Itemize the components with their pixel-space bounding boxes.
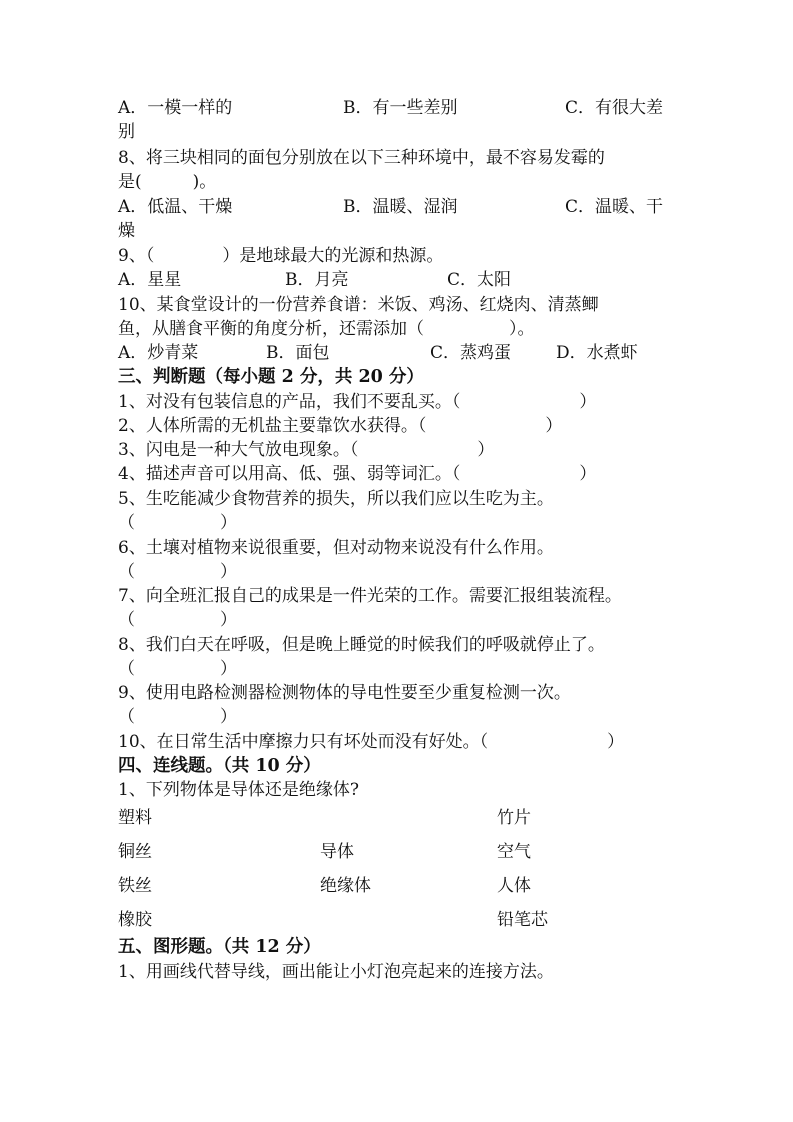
- match-left-item: 塑料: [118, 808, 152, 828]
- tf-item-9: 9、使用电路检测器检测物体的导电性要至少重复检测一次。: [118, 683, 571, 703]
- section5-title: 五、图形题。（共 12 分）: [118, 937, 321, 957]
- q10-option-a: A．炒青菜: [118, 343, 199, 363]
- q8-option-a: A．低温、干燥: [118, 197, 233, 217]
- tf-item-9-answer: （ ）: [118, 707, 237, 727]
- tf-item-5-answer: （ ）: [118, 513, 237, 533]
- q10-option-c: C．蒸鸡蛋: [430, 343, 512, 363]
- q7-option-a: A．一模一样的: [118, 98, 233, 118]
- q10-stem: 10、某食堂设计的一份营养食谱：米饭、鸡汤、红烧肉、清蒸鲫: [118, 295, 599, 315]
- section3-title: 三、判断题（每小题 2 分，共 20 分）: [118, 367, 424, 387]
- tf-item-4: 4、描述声音可以用高、低、强、弱等词汇。（ ）: [118, 464, 597, 484]
- tf-item-2: 2、人体所需的无机盐主要靠饮水获得。（ ）: [118, 416, 563, 436]
- section4-question: 1、下列物体是导体还是绝缘体?: [118, 780, 359, 800]
- match-right-item: 空气: [497, 842, 531, 862]
- q9-option-c: C．太阳: [447, 270, 512, 290]
- tf-item-8-answer: （ ）: [118, 659, 237, 679]
- q10-option-b: B．面包: [266, 343, 330, 363]
- q9-option-a: A．星星: [118, 270, 182, 290]
- tf-item-10: 10、在日常生活中摩擦力只有坏处而没有好处。（ ）: [118, 732, 625, 752]
- q7-option-c-wrap: 别: [118, 122, 135, 142]
- tf-item-7: 7、向全班汇报自己的成果是一件光荣的工作。需要汇报组装流程。: [118, 586, 622, 606]
- match-right-item: 人体: [497, 876, 531, 896]
- q8-option-c-wrap: 燥: [118, 221, 135, 241]
- q8-stem-wrap: 是( )。: [118, 172, 217, 192]
- tf-item-7-answer: （ ）: [118, 610, 237, 630]
- match-right-item: 铅笔芯: [497, 910, 548, 930]
- q7-option-b: B．有一些差别: [343, 98, 458, 118]
- match-right-item: 竹片: [497, 808, 531, 828]
- tf-item-6: 6、土壤对植物来说很重要，但对动物来说没有什么作用。: [118, 538, 554, 558]
- match-left-item: 铜丝: [118, 842, 152, 862]
- match-middle-item: 绝缘体: [320, 876, 371, 896]
- tf-item-1: 1、对没有包装信息的产品，我们不要乱买。（ ）: [118, 392, 597, 412]
- tf-item-8: 8、我们白天在呼吸，但是晚上睡觉的时候我们的呼吸就停止了。: [118, 635, 605, 655]
- match-left-item: 橡胶: [118, 910, 152, 930]
- tf-item-3: 3、闪电是一种大气放电现象。（ ）: [118, 440, 495, 460]
- q10-stem-wrap: 鱼，从膳食平衡的角度分析，还需添加（ ）。: [118, 319, 535, 339]
- section5-question: 1、用画线代替导线，画出能让小灯泡亮起来的连接方法。: [118, 962, 554, 982]
- q9-option-b: B．月亮: [285, 270, 349, 290]
- q8-option-b: B．温暖、湿润: [343, 197, 458, 217]
- q7-option-c: C．有很大差: [565, 98, 664, 118]
- q10-option-d: D．水煮虾: [556, 343, 638, 363]
- tf-item-6-answer: （ ）: [118, 562, 237, 582]
- tf-item-5: 5、生吃能减少食物营养的损失，所以我们应以生吃为主。: [118, 489, 554, 509]
- q9-stem: 9、（ ）是地球最大的光源和热源。: [118, 246, 444, 266]
- q8-option-c: C．温暖、干: [565, 197, 664, 217]
- match-left-item: 铁丝: [118, 876, 152, 896]
- section4-title: 四、连线题。（共 10 分）: [118, 756, 321, 776]
- q8-stem: 8、将三块相同的面包分别放在以下三种环境中，最不容易发霉的: [118, 148, 605, 168]
- match-middle-item: 导体: [320, 842, 354, 862]
